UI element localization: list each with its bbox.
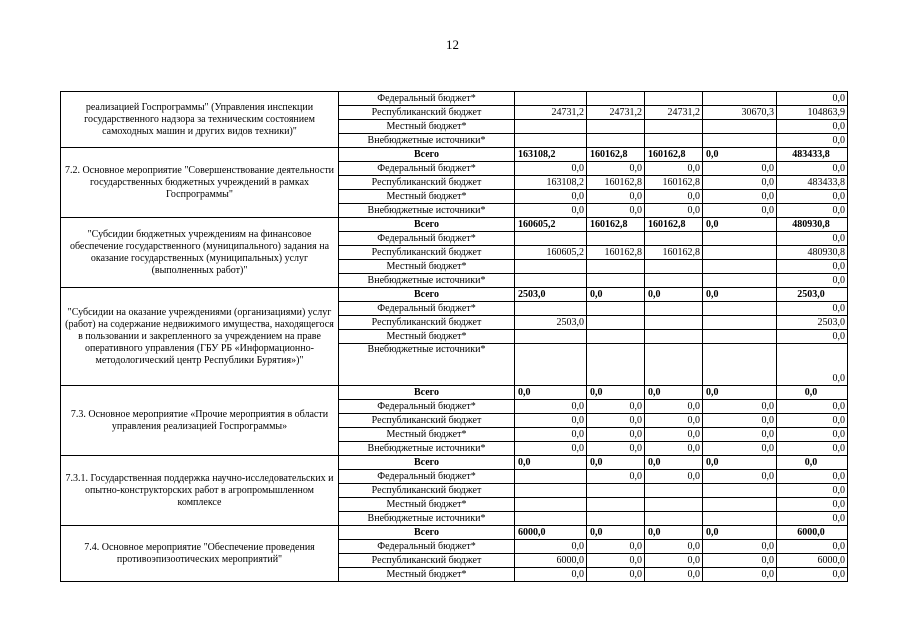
amount-cell — [645, 92, 703, 106]
amount-cell: 0,0 — [777, 204, 848, 218]
amount-cell: 0,0 — [777, 134, 848, 148]
funding-source-cell: Всего — [339, 386, 515, 400]
amount-cell: 0,0 — [515, 540, 587, 554]
amount-cell: 0,0 — [515, 190, 587, 204]
amount-cell: 0,0 — [515, 400, 587, 414]
amount-cell: 0,0 — [515, 204, 587, 218]
amount-cell — [703, 302, 777, 316]
amount-cell — [587, 274, 645, 288]
funding-source-cell: Местный бюджет* — [339, 260, 515, 274]
amount-cell — [587, 232, 645, 246]
amount-cell: 480930,8 — [777, 246, 848, 260]
funding-source-cell: Местный бюджет* — [339, 330, 515, 344]
funding-source-cell: Федеральный бюджет* — [339, 400, 515, 414]
amount-cell: 2503,0 — [777, 316, 848, 330]
funding-source-cell: Всего — [339, 148, 515, 162]
amount-cell: 0,0 — [777, 442, 848, 456]
amount-cell: 0,0 — [645, 400, 703, 414]
amount-cell: 0,0 — [703, 162, 777, 176]
funding-source-cell: Республиканский бюджет — [339, 316, 515, 330]
amount-cell: 0,0 — [587, 456, 645, 470]
amount-cell — [645, 498, 703, 512]
amount-cell — [645, 330, 703, 344]
amount-cell — [515, 260, 587, 274]
amount-cell: 0,0 — [777, 190, 848, 204]
amount-cell — [645, 274, 703, 288]
amount-cell: 160162,8 — [645, 176, 703, 190]
amount-cell: 0,0 — [645, 428, 703, 442]
funding-source-cell: Республиканский бюджет — [339, 176, 515, 190]
amount-cell — [587, 344, 645, 386]
amount-cell: 104863,9 — [777, 106, 848, 120]
funding-source-cell: Местный бюджет* — [339, 568, 515, 582]
amount-cell: 0,0 — [587, 442, 645, 456]
amount-cell: 0,0 — [645, 456, 703, 470]
amount-cell: 480930,8 — [777, 218, 848, 232]
activity-name-cell: "Субсидии на оказание учреждениями (организациями) услуг (работ) на содержание недвижимого имущества, находящегося в пользовании и закрепленного за учреждением на праве оперативного управления (ГБУ РБ «Информационно-методологический центр Республики Бурятия»)" — [61, 288, 339, 386]
amount-cell: 0,0 — [645, 568, 703, 582]
funding-source-cell: Республиканский бюджет — [339, 414, 515, 428]
funding-source-cell: Республиканский бюджет — [339, 106, 515, 120]
table-row — [61, 92, 848, 106]
amount-cell: 0,0 — [515, 162, 587, 176]
amount-cell: 0,0 — [645, 162, 703, 176]
amount-cell: 0,0 — [587, 190, 645, 204]
amount-cell: 0,0 — [515, 386, 587, 400]
amount-cell: 163108,2 — [515, 176, 587, 190]
amount-cell — [515, 470, 587, 484]
amount-cell — [703, 274, 777, 288]
amount-cell: 0,0 — [587, 470, 645, 484]
amount-cell: 160162,8 — [587, 148, 645, 162]
amount-cell: 160162,8 — [645, 246, 703, 260]
funding-source-cell: Внебюджетные источники* — [339, 134, 515, 148]
amount-cell: 0,0 — [777, 400, 848, 414]
amount-cell: 0,0 — [587, 386, 645, 400]
amount-cell: 0,0 — [777, 414, 848, 428]
amount-cell: 0,0 — [645, 414, 703, 428]
amount-cell: 6000,0 — [515, 526, 587, 540]
funding-source-cell: Федеральный бюджет* — [339, 162, 515, 176]
amount-cell: 24731,2 — [515, 106, 587, 120]
amount-cell: 0,0 — [587, 400, 645, 414]
amount-cell: 0,0 — [777, 344, 848, 386]
amount-cell — [645, 512, 703, 526]
amount-cell: 160162,8 — [587, 246, 645, 260]
amount-cell — [703, 316, 777, 330]
amount-cell — [587, 120, 645, 134]
amount-cell: 0,0 — [777, 512, 848, 526]
amount-cell: 160162,8 — [645, 148, 703, 162]
amount-cell: 0,0 — [703, 176, 777, 190]
amount-cell — [703, 344, 777, 386]
amount-cell — [645, 484, 703, 498]
amount-cell — [703, 484, 777, 498]
amount-cell: 160605,2 — [515, 218, 587, 232]
table-row — [61, 218, 848, 232]
amount-cell — [703, 232, 777, 246]
amount-cell: 160162,8 — [587, 176, 645, 190]
amount-cell — [515, 134, 587, 148]
amount-cell: 0,0 — [777, 498, 848, 512]
funding-source-cell: Местный бюджет* — [339, 428, 515, 442]
amount-cell: 0,0 — [515, 414, 587, 428]
amount-cell: 0,0 — [515, 568, 587, 582]
amount-cell: 0,0 — [777, 386, 848, 400]
amount-cell — [587, 512, 645, 526]
amount-cell: 0,0 — [777, 260, 848, 274]
amount-cell — [703, 246, 777, 260]
amount-cell: 0,0 — [645, 386, 703, 400]
amount-cell: 160605,2 — [515, 246, 587, 260]
amount-cell: 0,0 — [703, 414, 777, 428]
funding-source-cell: Местный бюджет* — [339, 120, 515, 134]
budget-table — [60, 91, 848, 582]
table-row — [61, 148, 848, 162]
amount-cell: 0,0 — [777, 330, 848, 344]
funding-source-cell: Федеральный бюджет* — [339, 92, 515, 106]
amount-cell — [515, 274, 587, 288]
funding-source-cell: Федеральный бюджет* — [339, 540, 515, 554]
amount-cell — [587, 498, 645, 512]
amount-cell: 2503,0 — [515, 316, 587, 330]
amount-cell: 0,0 — [587, 540, 645, 554]
amount-cell: 0,0 — [515, 456, 587, 470]
amount-cell: 0,0 — [587, 568, 645, 582]
amount-cell: 0,0 — [777, 274, 848, 288]
funding-source-cell: Республиканский бюджет — [339, 554, 515, 568]
amount-cell: 0,0 — [645, 204, 703, 218]
amount-cell: 24731,2 — [645, 106, 703, 120]
amount-cell — [587, 260, 645, 274]
amount-cell — [587, 92, 645, 106]
funding-source-cell: Республиканский бюджет — [339, 484, 515, 498]
amount-cell: 0,0 — [587, 204, 645, 218]
amount-cell — [703, 92, 777, 106]
amount-cell: 24731,2 — [587, 106, 645, 120]
amount-cell: 483433,8 — [777, 176, 848, 190]
amount-cell: 483433,8 — [777, 148, 848, 162]
amount-cell — [515, 302, 587, 316]
amount-cell: 0,0 — [515, 428, 587, 442]
amount-cell: 0,0 — [645, 470, 703, 484]
amount-cell — [587, 316, 645, 330]
amount-cell: 0,0 — [777, 484, 848, 498]
funding-source-cell: Внебюджетные источники* — [339, 512, 515, 526]
table-row — [61, 288, 848, 302]
amount-cell — [587, 330, 645, 344]
amount-cell — [587, 302, 645, 316]
amount-cell: 0,0 — [777, 92, 848, 106]
amount-cell — [645, 316, 703, 330]
amount-cell — [515, 120, 587, 134]
amount-cell — [645, 120, 703, 134]
page-number: 12 — [446, 37, 459, 52]
amount-cell: 0,0 — [703, 568, 777, 582]
amount-cell — [515, 92, 587, 106]
amount-cell: 160162,8 — [587, 218, 645, 232]
amount-cell — [515, 344, 587, 386]
activity-name-cell: 7.3.1. Государственная поддержка научно-исследовательских и опытно-конструкторских работ в агропромышленном комплексе — [61, 456, 339, 526]
amount-cell — [587, 484, 645, 498]
amount-cell: 0,0 — [703, 218, 777, 232]
amount-cell: 0,0 — [777, 302, 848, 316]
amount-cell: 0,0 — [703, 204, 777, 218]
amount-cell: 160162,8 — [645, 218, 703, 232]
amount-cell: 6000,0 — [777, 554, 848, 568]
amount-cell: 0,0 — [777, 428, 848, 442]
amount-cell: 0,0 — [515, 442, 587, 456]
activity-name-cell: "Субсидии бюджетных учреждениям на финансовое обеспечение государственного (муниципального) задания на оказание государственных (муниципальных) услуг (выполненных работ)" — [61, 218, 339, 288]
amount-cell — [645, 344, 703, 386]
funding-source-cell: Местный бюджет* — [339, 498, 515, 512]
amount-cell: 0,0 — [645, 442, 703, 456]
amount-cell: 6000,0 — [777, 526, 848, 540]
amount-cell — [515, 512, 587, 526]
amount-cell: 0,0 — [587, 554, 645, 568]
funding-source-cell: Внебюджетные источники* — [339, 344, 515, 386]
amount-cell: 0,0 — [587, 288, 645, 302]
amount-cell: 0,0 — [777, 162, 848, 176]
amount-cell: 0,0 — [777, 232, 848, 246]
funding-source-cell: Федеральный бюджет* — [339, 232, 515, 246]
amount-cell: 0,0 — [703, 400, 777, 414]
amount-cell: 0,0 — [703, 526, 777, 540]
amount-cell: 0,0 — [703, 442, 777, 456]
amount-cell — [703, 498, 777, 512]
amount-cell: 0,0 — [703, 190, 777, 204]
activity-name-cell: 7.2. Основное мероприятие "Совершенствование деятельности государственных бюджетных учреждений в рамках Госпрограммы" — [61, 148, 339, 218]
activity-name-cell: реализацией Госпрограммы" (Управления инспекции государственного надзора за техническим состоянием самоходных машин и других видов техники)" — [61, 92, 339, 148]
funding-source-cell: Всего — [339, 526, 515, 540]
amount-cell — [645, 260, 703, 274]
amount-cell: 0,0 — [645, 526, 703, 540]
amount-cell — [645, 232, 703, 246]
funding-source-cell: Федеральный бюджет* — [339, 302, 515, 316]
activity-name-cell: 7.4. Основное мероприятие "Обеспечение проведения противоэпизоотических мероприятий" — [61, 526, 339, 582]
amount-cell: 30670,3 — [703, 106, 777, 120]
funding-source-cell: Внебюджетные источники* — [339, 204, 515, 218]
amount-cell — [587, 134, 645, 148]
funding-source-cell: Всего — [339, 218, 515, 232]
funding-source-cell: Всего — [339, 456, 515, 470]
amount-cell: 0,0 — [703, 148, 777, 162]
amount-cell: 0,0 — [703, 428, 777, 442]
amount-cell: 0,0 — [587, 428, 645, 442]
table-row — [61, 386, 848, 400]
amount-cell: 0,0 — [703, 540, 777, 554]
activity-name-cell: 7.3. Основное мероприятие «Прочие мероприятия в области управления реализацией Госпрограммы» — [61, 386, 339, 456]
amount-cell — [703, 512, 777, 526]
amount-cell: 0,0 — [703, 288, 777, 302]
funding-source-cell: Федеральный бюджет* — [339, 470, 515, 484]
amount-cell: 0,0 — [645, 540, 703, 554]
funding-source-cell: Местный бюджет* — [339, 190, 515, 204]
amount-cell: 0,0 — [777, 540, 848, 554]
table-row — [61, 526, 848, 540]
amount-cell — [645, 134, 703, 148]
funding-source-cell: Внебюджетные источники* — [339, 274, 515, 288]
amount-cell: 0,0 — [777, 568, 848, 582]
amount-cell — [703, 260, 777, 274]
amount-cell — [703, 134, 777, 148]
amount-cell: 0,0 — [645, 288, 703, 302]
amount-cell: 0,0 — [777, 120, 848, 134]
amount-cell — [703, 330, 777, 344]
amount-cell — [703, 120, 777, 134]
amount-cell: 0,0 — [703, 456, 777, 470]
table-row — [61, 456, 848, 470]
funding-source-cell: Республиканский бюджет — [339, 246, 515, 260]
amount-cell: 6000,0 — [515, 554, 587, 568]
amount-cell: 2503,0 — [777, 288, 848, 302]
amount-cell: 0,0 — [777, 470, 848, 484]
amount-cell: 0,0 — [645, 190, 703, 204]
amount-cell: 0,0 — [703, 386, 777, 400]
funding-source-cell: Внебюджетные источники* — [339, 442, 515, 456]
amount-cell: 0,0 — [703, 470, 777, 484]
amount-cell: 0,0 — [587, 526, 645, 540]
amount-cell — [515, 498, 587, 512]
amount-cell: 0,0 — [703, 554, 777, 568]
amount-cell: 0,0 — [587, 162, 645, 176]
funding-source-cell: Всего — [339, 288, 515, 302]
amount-cell — [645, 302, 703, 316]
amount-cell: 0,0 — [645, 554, 703, 568]
amount-cell — [515, 330, 587, 344]
amount-cell: 2503,0 — [515, 288, 587, 302]
amount-cell: 0,0 — [777, 456, 848, 470]
amount-cell — [515, 232, 587, 246]
amount-cell — [515, 484, 587, 498]
amount-cell: 0,0 — [587, 414, 645, 428]
amount-cell: 163108,2 — [515, 148, 587, 162]
